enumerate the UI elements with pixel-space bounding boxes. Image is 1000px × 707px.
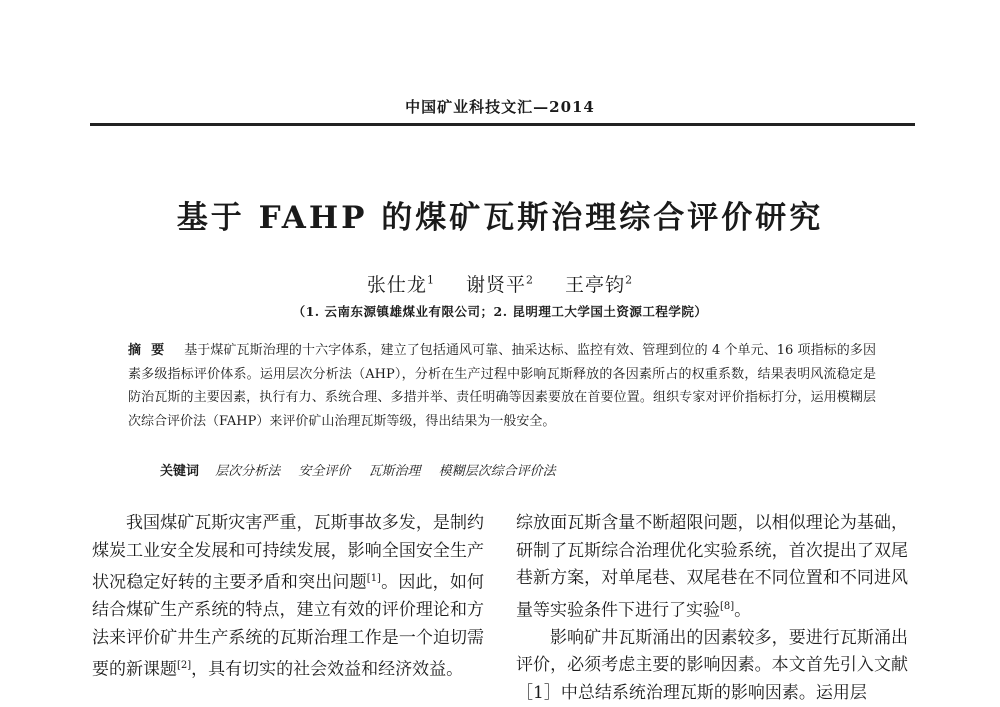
keyword: 安全评价 bbox=[298, 464, 351, 479]
paper-title: 基于 FAHP 的煤矿瓦斯治理综合评价研究 bbox=[176, 200, 824, 236]
keywords bbox=[160, 460, 880, 479]
body-text: 综放面瓦斯含量不断超限问题，以相似理论为基础，研制了瓦斯综合治理优化实验系统，首次提出了双尾巷新方案，对单尾巷、双尾巷在不同位置和不同进风量等实验条件下进行了实验 bbox=[516, 513, 908, 621]
author-list bbox=[0, 270, 1000, 297]
abstract-text: 基于煤矿瓦斯治理的十六字体系，建立了包括通风可靠、抽采达标、监控有效、管理到位的 4 个单元、16 项指标的多因素多级指标评价体系。运用层次分析法（AHP），分析在生产过程中影响瓦斯释放的各因素所占的权重系数，结果表明风流稳定是防治瓦斯的主要因素，执行有力、系统合理、多措并举、责任明确等因素要放在首要位置。组织专家对评价指标打分，运用模糊层次综合评价法（FAHP）来评价矿山治理瓦斯等级，得出结果为一般安全。 bbox=[128, 343, 876, 429]
author-name: 谢贤平 bbox=[465, 274, 526, 296]
body-text: 我国煤矿瓦斯灾害严重，瓦斯事故多发，是制约煤炭工业安全发展和可持续发展，影响全国安全生产状况稳定好转的主要矛盾和突出问题 bbox=[92, 513, 484, 593]
body-text: 。 bbox=[734, 600, 752, 621]
body-paragraph bbox=[516, 510, 908, 625]
author-name: 张仕龙 bbox=[366, 274, 427, 296]
author-1 bbox=[367, 274, 435, 296]
body-paragraph bbox=[92, 510, 484, 684]
author-3 bbox=[565, 274, 633, 296]
author-affil-mark: 2 bbox=[526, 273, 534, 287]
author-affil-mark: 1 bbox=[426, 273, 435, 287]
abstract-label: 摘要 bbox=[128, 343, 175, 358]
running-head: 中国矿业科技文汇—2014 bbox=[405, 98, 595, 116]
keyword: 层次分析法 bbox=[215, 464, 281, 479]
body-text: 。因此，如何结合煤矿生产系统的特点，建立有效的评价理论和方法来评价矿井生产系统的瓦斯治理工作是一个迫切需要的新课题 bbox=[92, 572, 485, 680]
keyword: 瓦斯治理 bbox=[368, 464, 421, 479]
author-2 bbox=[466, 274, 534, 296]
abstract bbox=[128, 339, 876, 433]
citation: [8] bbox=[720, 600, 735, 612]
body-column-left bbox=[92, 510, 484, 684]
body-column-right bbox=[516, 510, 908, 707]
citation: [1] bbox=[366, 573, 381, 584]
body-paragraph: 影响矿井瓦斯涌出的因素较多，要进行瓦斯涌出评价，必须考虑主要的影响因素。本文首先引入文献［1］中总结系统治理瓦斯的影响因素。运用层 bbox=[516, 627, 908, 703]
citation: [2] bbox=[177, 660, 192, 672]
body-text: ，具有切实的社会效益和经济效益。 bbox=[191, 659, 464, 680]
keywords-label: 关键词 bbox=[160, 464, 200, 479]
author-affil-mark: 2 bbox=[625, 273, 634, 287]
author-name: 王亭钧 bbox=[565, 274, 626, 296]
header-rule-thick bbox=[90, 124, 915, 126]
keyword: 模糊层次综合评价法 bbox=[438, 464, 556, 479]
affiliations: （1. 云南东源镇雄煤业有限公司；2. 昆明理工大学国土资源工程学院） bbox=[292, 304, 708, 319]
